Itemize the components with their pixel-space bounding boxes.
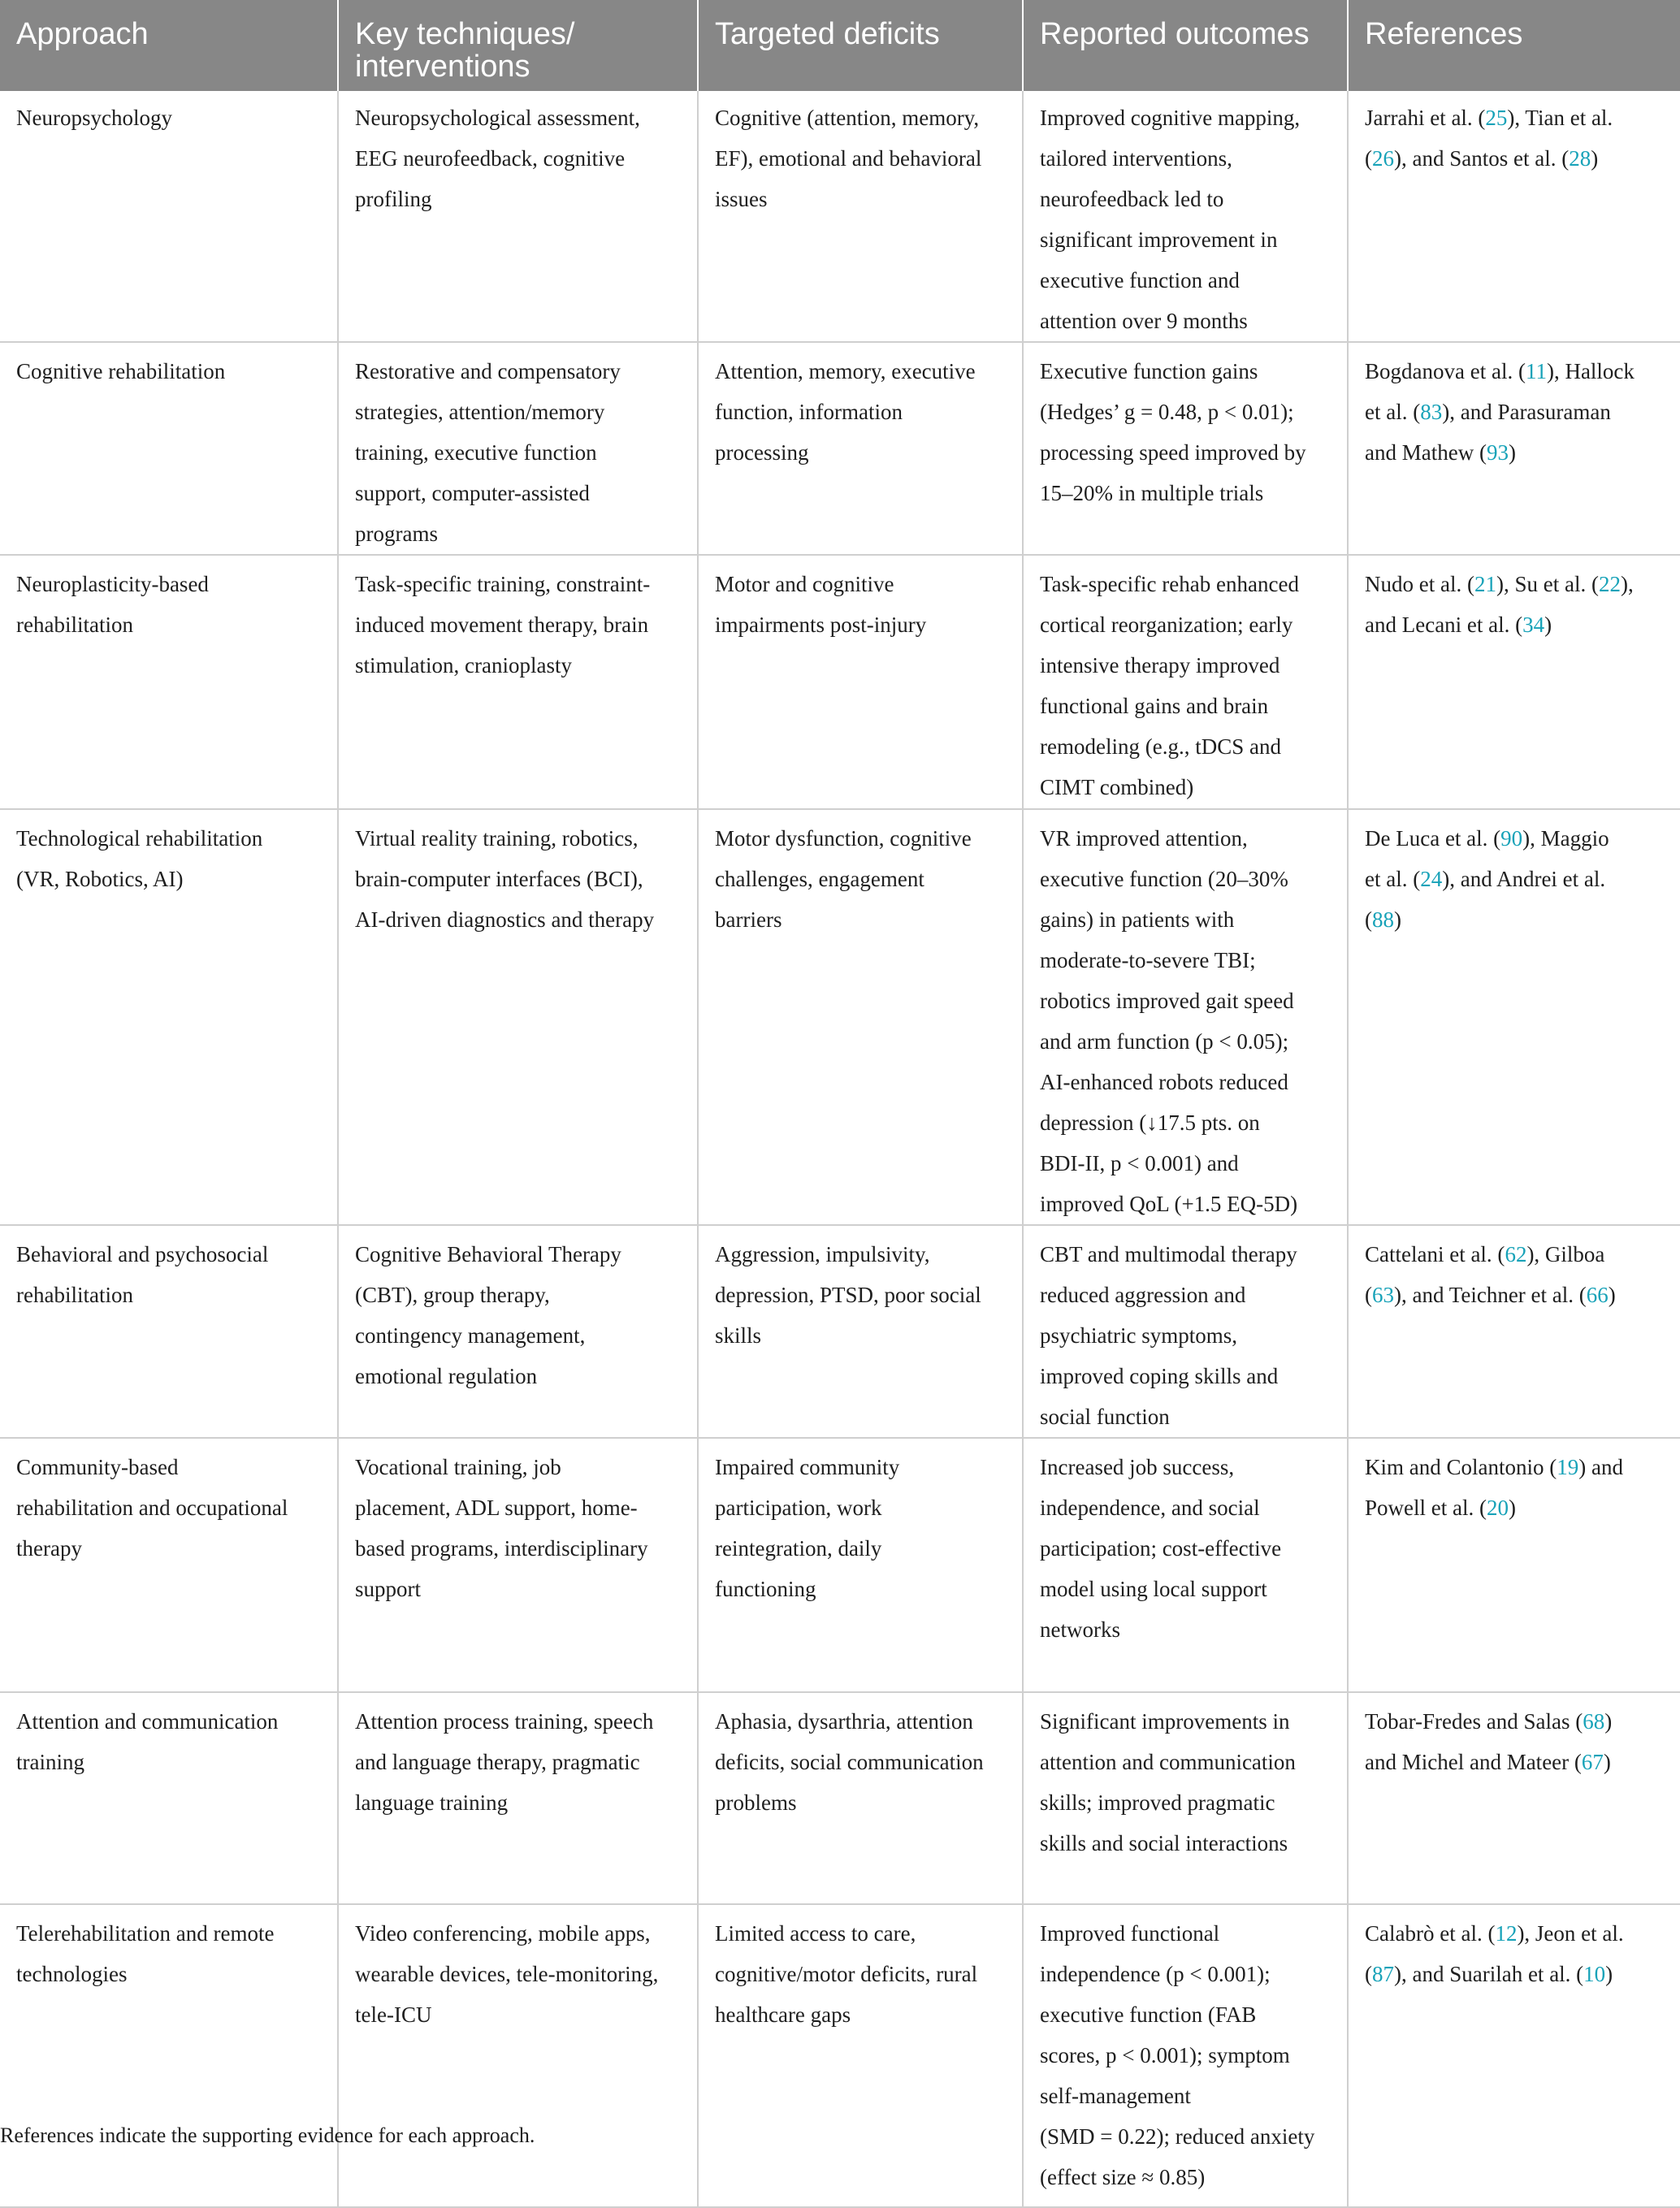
header-reported-outcomes bbox=[1023, 0, 1348, 91]
techniques-cell bbox=[338, 342, 698, 555]
techniques-cell-line: training, executive function bbox=[355, 440, 597, 465]
techniques-cell-line: stimulation, cranioplasty bbox=[355, 653, 572, 678]
references-cell bbox=[1348, 91, 1680, 342]
outcomes-cell-line: independence, and social bbox=[1040, 1496, 1260, 1520]
table-row bbox=[0, 1904, 1680, 2207]
header-targeted-deficits-text: Targeted deficits bbox=[715, 17, 940, 51]
citation-link[interactable]: 25 bbox=[1485, 106, 1508, 130]
approach-cell-line: rehabilitation and occupational bbox=[16, 1496, 288, 1520]
references-cell bbox=[1348, 1438, 1680, 1692]
header-row bbox=[0, 0, 1680, 91]
references-line bbox=[1365, 138, 1665, 179]
deficits-cell-line: Aggression, impulsivity, bbox=[715, 1242, 930, 1266]
techniques-cell-line: Virtual reality training, robotics, bbox=[355, 826, 639, 851]
reference-text: ( bbox=[1365, 907, 1372, 932]
table-row bbox=[0, 809, 1680, 1225]
citation-link[interactable]: 24 bbox=[1420, 867, 1443, 891]
reference-text: Nudo et al. ( bbox=[1365, 572, 1474, 596]
reference-text: ) bbox=[1508, 440, 1516, 465]
reference-text: Kim and Colantonio ( bbox=[1365, 1455, 1557, 1479]
techniques-cell bbox=[338, 1225, 698, 1438]
outcomes-cell bbox=[1023, 1692, 1348, 1904]
citation-link[interactable]: 10 bbox=[1583, 1962, 1606, 1986]
approach-cell bbox=[0, 1438, 338, 1692]
techniques-cell-line: and language therapy, pragmatic bbox=[355, 1750, 640, 1774]
techniques-cell-line: contingency management, bbox=[355, 1323, 586, 1348]
header-references-text: References bbox=[1365, 17, 1523, 51]
outcomes-cell-line: robotics improved gait speed bbox=[1040, 989, 1294, 1013]
approach-cell-line: (VR, Robotics, AI) bbox=[16, 867, 184, 891]
header-targeted-deficits bbox=[698, 0, 1023, 91]
citation-link[interactable]: 12 bbox=[1495, 1921, 1518, 1946]
outcomes-cell-line: remodeling (e.g., tDCS and bbox=[1040, 734, 1281, 759]
approach-cell-line: training bbox=[16, 1750, 84, 1774]
reference-text: ) bbox=[1544, 613, 1552, 637]
citation-link[interactable]: 11 bbox=[1525, 359, 1547, 383]
deficits-cell-line: Attention, memory, executive bbox=[715, 359, 976, 383]
techniques-cell-line: programs bbox=[355, 522, 438, 546]
outcomes-cell-line: reduced aggression and bbox=[1040, 1283, 1246, 1307]
outcomes-cell-line: moderate-to-severe TBI; bbox=[1040, 948, 1256, 972]
citation-link[interactable]: 62 bbox=[1505, 1242, 1527, 1266]
approach-cell-line: Community-based bbox=[16, 1455, 179, 1479]
reference-text: ), Gilboa bbox=[1526, 1242, 1605, 1266]
outcomes-cell bbox=[1023, 1225, 1348, 1438]
approach-cell bbox=[0, 91, 338, 342]
approach-cell-line: Cognitive rehabilitation bbox=[16, 359, 226, 383]
table-row bbox=[0, 1438, 1680, 1692]
citation-link[interactable]: 28 bbox=[1569, 146, 1591, 171]
reference-text: et al. ( bbox=[1365, 400, 1421, 424]
reference-text: and Michel and Mateer ( bbox=[1365, 1750, 1582, 1774]
outcomes-cell-line: Improved functional bbox=[1040, 1921, 1220, 1946]
deficits-cell-line: Motor and cognitive bbox=[715, 572, 894, 596]
reference-text: ), Maggio bbox=[1522, 826, 1609, 851]
outcomes-cell-line: cortical reorganization; early bbox=[1040, 613, 1293, 637]
references-cell bbox=[1348, 809, 1680, 1225]
outcomes-cell bbox=[1023, 809, 1348, 1225]
outcomes-cell-line: Increased job success, bbox=[1040, 1455, 1235, 1479]
references-line bbox=[1365, 1742, 1665, 1782]
approach-cell bbox=[0, 342, 338, 555]
deficits-cell bbox=[698, 1904, 1023, 2207]
citation-link[interactable]: 34 bbox=[1522, 613, 1545, 637]
techniques-cell-line: Video conferencing, mobile apps, bbox=[355, 1921, 651, 1946]
references-line bbox=[1365, 859, 1665, 899]
outcomes-cell bbox=[1023, 1904, 1348, 2207]
reference-text: ), and Andrei et al. bbox=[1442, 867, 1606, 891]
outcomes-cell-line: attention and communication bbox=[1040, 1750, 1296, 1774]
outcomes-cell-line: skills; improved pragmatic bbox=[1040, 1790, 1275, 1815]
techniques-cell-line: language training bbox=[355, 1790, 509, 1815]
techniques-cell-line: strategies, attention/memory bbox=[355, 400, 605, 424]
citation-link[interactable]: 88 bbox=[1372, 907, 1394, 932]
approach-cell-line: technologies bbox=[16, 1962, 128, 1986]
deficits-cell-line: problems bbox=[715, 1790, 797, 1815]
techniques-cell-line: support bbox=[355, 1577, 421, 1601]
outcomes-cell-line: intensive therapy improved bbox=[1040, 653, 1280, 678]
outcomes-cell-line: (effect size ≈ 0.85) bbox=[1040, 2165, 1206, 2189]
outcomes-cell-line: Improved cognitive mapping, bbox=[1040, 106, 1301, 130]
references-cell bbox=[1348, 1904, 1680, 2207]
references-line bbox=[1365, 818, 1665, 859]
deficits-cell-line: Motor dysfunction, cognitive bbox=[715, 826, 972, 851]
deficits-cell-line: Cognitive (attention, memory, bbox=[715, 106, 980, 130]
reference-text: ( bbox=[1365, 146, 1372, 171]
citation-link[interactable]: 22 bbox=[1598, 572, 1621, 596]
deficits-cell-line: impairments post-injury bbox=[715, 613, 927, 637]
techniques-cell-line: based programs, interdisciplinary bbox=[355, 1536, 648, 1561]
approach-cell-line: Neuroplasticity-based bbox=[16, 572, 209, 596]
outcomes-cell-line: social function bbox=[1040, 1405, 1170, 1429]
reference-text: Jarrahi et al. ( bbox=[1365, 106, 1486, 130]
references-line bbox=[1365, 564, 1665, 604]
deficits-cell bbox=[698, 1225, 1023, 1438]
table-row bbox=[0, 91, 1680, 342]
techniques-cell-line: support, computer-assisted bbox=[355, 481, 590, 505]
outcomes-cell-line: (SMD = 0.22); reduced anxiety bbox=[1040, 2124, 1315, 2149]
techniques-cell bbox=[338, 809, 698, 1225]
outcomes-cell-line: Significant improvements in bbox=[1040, 1709, 1290, 1734]
references-line bbox=[1365, 1447, 1665, 1487]
reference-text: ), Tian et al. bbox=[1507, 106, 1613, 130]
reference-text: ( bbox=[1365, 1283, 1372, 1307]
outcomes-cell-line: 15–20% in multiple trials bbox=[1040, 481, 1264, 505]
deficits-cell-line: reintegration, daily bbox=[715, 1536, 882, 1561]
reference-text: Tobar-Fredes and Salas ( bbox=[1365, 1709, 1583, 1734]
outcomes-cell-line: improved coping skills and bbox=[1040, 1364, 1279, 1388]
outcomes-cell-line: depression (↓17.5 pts. on bbox=[1040, 1110, 1260, 1135]
citation-link[interactable]: 90 bbox=[1500, 826, 1523, 851]
deficits-cell-line: Limited access to care, bbox=[715, 1921, 916, 1946]
reference-text: ) bbox=[1603, 1750, 1611, 1774]
table-row bbox=[0, 555, 1680, 809]
deficits-cell bbox=[698, 91, 1023, 342]
techniques-cell bbox=[338, 1692, 698, 1904]
outcomes-cell-line: attention over 9 months bbox=[1040, 309, 1248, 333]
references-line bbox=[1365, 432, 1665, 473]
outcomes-cell-line: processing speed improved by bbox=[1040, 440, 1306, 465]
approach-cell-line: rehabilitation bbox=[16, 613, 133, 637]
techniques-cell bbox=[338, 1904, 698, 2207]
reference-text: Calabrò et al. ( bbox=[1365, 1921, 1496, 1946]
table-row bbox=[0, 342, 1680, 555]
outcomes-cell-line: executive function (20–30% bbox=[1040, 867, 1288, 891]
outcomes-cell-line: BDI-II, p < 0.001) and bbox=[1040, 1151, 1239, 1175]
reference-text: ), Hallock bbox=[1546, 359, 1635, 383]
techniques-cell-line: (CBT), group therapy, bbox=[355, 1283, 550, 1307]
deficits-cell bbox=[698, 1692, 1023, 1904]
reference-text: and Lecani et al. ( bbox=[1365, 613, 1523, 637]
references-cell bbox=[1348, 342, 1680, 555]
outcomes-cell-line: functional gains and brain bbox=[1040, 694, 1269, 718]
techniques-cell-line: EEG neurofeedback, cognitive bbox=[355, 146, 626, 171]
reference-text: ), bbox=[1620, 572, 1634, 596]
citation-link[interactable]: 20 bbox=[1486, 1496, 1509, 1520]
techniques-cell bbox=[338, 555, 698, 809]
outcomes-cell bbox=[1023, 342, 1348, 555]
approach-cell-line: therapy bbox=[16, 1536, 82, 1561]
approach-cell bbox=[0, 1904, 338, 2207]
table-row bbox=[0, 1225, 1680, 1438]
deficits-cell-line: deficits, social communication bbox=[715, 1750, 984, 1774]
reference-text: De Luca et al. ( bbox=[1365, 826, 1501, 851]
techniques-cell-line: induced movement therapy, brain bbox=[355, 613, 649, 637]
approach-cell bbox=[0, 809, 338, 1225]
deficits-cell-line: healthcare gaps bbox=[715, 2002, 851, 2027]
reference-text: ), and Teichner et al. ( bbox=[1394, 1283, 1587, 1307]
references-line bbox=[1365, 604, 1665, 645]
deficits-cell bbox=[698, 1438, 1023, 1692]
deficits-cell-line: skills bbox=[715, 1323, 762, 1348]
deficits-cell-line: function, information bbox=[715, 400, 903, 424]
approach-cell-line: Behavioral and psychosocial bbox=[16, 1242, 269, 1266]
techniques-cell-line: Vocational training, job bbox=[355, 1455, 561, 1479]
citation-link[interactable]: 87 bbox=[1372, 1962, 1394, 1986]
reference-text: ) and bbox=[1578, 1455, 1623, 1479]
reference-text: ), Su et al. ( bbox=[1496, 572, 1599, 596]
techniques-cell-line: emotional regulation bbox=[355, 1364, 538, 1388]
outcomes-cell bbox=[1023, 91, 1348, 342]
header-references bbox=[1348, 0, 1680, 91]
techniques-cell-line: Attention process training, speech bbox=[355, 1709, 654, 1734]
techniques-cell-line: placement, ADL support, home- bbox=[355, 1496, 638, 1520]
reference-text: ( bbox=[1365, 1962, 1372, 1986]
outcomes-cell bbox=[1023, 1438, 1348, 1692]
references-line bbox=[1365, 1487, 1665, 1528]
references-line bbox=[1365, 899, 1665, 940]
reference-text: and Mathew ( bbox=[1365, 440, 1487, 465]
citation-link[interactable]: 67 bbox=[1581, 1750, 1604, 1774]
outcomes-cell-line: CIMT combined) bbox=[1040, 775, 1194, 799]
techniques-cell-line: Neuropsychological assessment, bbox=[355, 106, 640, 130]
header-approach-text: Approach bbox=[16, 17, 149, 51]
techniques-cell-line: tele-ICU bbox=[355, 2002, 432, 2027]
outcomes-cell-line: networks bbox=[1040, 1617, 1120, 1642]
references-cell bbox=[1348, 1225, 1680, 1438]
reference-text: ), and Santos et al. ( bbox=[1394, 146, 1570, 171]
references-line bbox=[1365, 1701, 1665, 1742]
references-line bbox=[1365, 1913, 1665, 1954]
deficits-cell-line: Aphasia, dysarthria, attention bbox=[715, 1709, 973, 1734]
references-line bbox=[1365, 392, 1665, 432]
techniques-cell-line: Cognitive Behavioral Therapy bbox=[355, 1242, 621, 1266]
outcomes-cell-line: Task-specific rehab enhanced bbox=[1040, 572, 1299, 596]
header-key-techniques bbox=[338, 0, 698, 91]
outcomes-cell-line: independence (p < 0.001); bbox=[1040, 1962, 1271, 1986]
techniques-cell-line: Restorative and compensatory bbox=[355, 359, 621, 383]
deficits-cell bbox=[698, 342, 1023, 555]
references-line bbox=[1365, 1234, 1665, 1275]
approach-cell-line: Technological rehabilitation bbox=[16, 826, 263, 851]
outcomes-cell-line: scores, p < 0.001); symptom bbox=[1040, 2043, 1290, 2067]
table-row bbox=[0, 1692, 1680, 1904]
deficits-cell-line: functioning bbox=[715, 1577, 816, 1601]
citation-link[interactable]: 63 bbox=[1372, 1283, 1394, 1307]
reference-text: ) bbox=[1508, 1496, 1516, 1520]
reference-text: ) bbox=[1394, 907, 1401, 932]
outcomes-cell-line: and arm function (p < 0.05); bbox=[1040, 1029, 1289, 1054]
citation-link[interactable]: 83 bbox=[1420, 400, 1443, 424]
approach-cell bbox=[0, 1225, 338, 1438]
citation-link[interactable]: 19 bbox=[1557, 1455, 1579, 1479]
reference-text: ) bbox=[1604, 1709, 1613, 1734]
techniques-cell-line: Task-specific training, constraint- bbox=[355, 572, 651, 596]
outcomes-cell-line: participation; cost-effective bbox=[1040, 1536, 1282, 1561]
outcomes-cell-line: CBT and multimodal therapy bbox=[1040, 1242, 1297, 1266]
approach-cell-line: Neuropsychology bbox=[16, 106, 172, 130]
reference-text: ), Jeon et al. bbox=[1517, 1921, 1624, 1946]
reference-text: ), and Suarilah et al. ( bbox=[1394, 1962, 1584, 1986]
reference-text: Bogdanova et al. ( bbox=[1365, 359, 1526, 383]
citation-link[interactable]: 66 bbox=[1586, 1283, 1609, 1307]
approach-cell bbox=[0, 1692, 338, 1904]
outcomes-cell-line: tailored interventions, bbox=[1040, 146, 1232, 171]
references-line bbox=[1365, 97, 1665, 138]
outcomes-cell-line: VR improved attention, bbox=[1040, 826, 1248, 851]
references-line bbox=[1365, 1275, 1665, 1315]
techniques-cell-line: brain-computer interfaces (BCI), bbox=[355, 867, 643, 891]
citation-link[interactable]: 21 bbox=[1474, 572, 1496, 596]
outcomes-cell-line: gains) in patients with bbox=[1040, 907, 1235, 932]
outcomes-cell-line: (Hedges’ g = 0.48, p < 0.01); bbox=[1040, 400, 1294, 424]
techniques-cell bbox=[338, 1438, 698, 1692]
outcomes-cell-line: psychiatric symptoms, bbox=[1040, 1323, 1237, 1348]
approach-cell-line: Telerehabilitation and remote bbox=[16, 1921, 275, 1946]
outcomes-cell-line: skills and social interactions bbox=[1040, 1831, 1288, 1855]
techniques-cell-line: profiling bbox=[355, 187, 432, 211]
techniques-cell bbox=[338, 91, 698, 342]
outcomes-cell-line: executive function (FAB bbox=[1040, 2002, 1257, 2027]
outcomes-cell-line: significant improvement in bbox=[1040, 227, 1278, 252]
header-key-techniques-line-2: interventions bbox=[355, 50, 530, 84]
deficits-cell-line: participation, work bbox=[715, 1496, 882, 1520]
citation-link[interactable]: 26 bbox=[1372, 146, 1394, 171]
references-cell bbox=[1348, 555, 1680, 809]
deficits-cell-line: challenges, engagement bbox=[715, 867, 924, 891]
deficits-cell-line: Impaired community bbox=[715, 1455, 900, 1479]
citation-link[interactable]: 68 bbox=[1583, 1709, 1605, 1734]
approach-cell bbox=[0, 555, 338, 809]
deficits-cell-line: EF), emotional and behavioral bbox=[715, 146, 982, 171]
references-line bbox=[1365, 351, 1665, 392]
approach-cell-line: Attention and communication bbox=[16, 1709, 279, 1734]
outcomes-cell-line: neurofeedback led to bbox=[1040, 187, 1224, 211]
header-approach bbox=[0, 0, 338, 91]
outcomes-cell-line: improved QoL (+1.5 EQ-5D) bbox=[1040, 1192, 1298, 1216]
reference-text: ) bbox=[1591, 146, 1599, 171]
techniques-cell-line: wearable devices, tele-monitoring, bbox=[355, 1962, 659, 1986]
reference-text: ) bbox=[1605, 1962, 1613, 1986]
citation-link[interactable]: 93 bbox=[1486, 440, 1509, 465]
deficits-cell-line: issues bbox=[715, 187, 768, 211]
outcomes-cell-line: model using local support bbox=[1040, 1577, 1267, 1601]
deficits-cell bbox=[698, 809, 1023, 1225]
outcomes-cell-line: self-management bbox=[1040, 2084, 1191, 2108]
outcomes-cell-line: AI-enhanced robots reduced bbox=[1040, 1070, 1288, 1094]
table-footnote: References indicate the supporting evidence for each approach. bbox=[0, 2124, 535, 2147]
approach-cell-line: rehabilitation bbox=[16, 1283, 133, 1307]
reference-text: ), and Parasuraman bbox=[1442, 400, 1611, 424]
reference-text: ) bbox=[1608, 1283, 1616, 1307]
deficits-cell bbox=[698, 555, 1023, 809]
header-key-techniques-line-1: Key techniques/ bbox=[355, 17, 575, 51]
deficits-cell-line: cognitive/motor deficits, rural bbox=[715, 1962, 978, 1986]
deficits-cell-line: barriers bbox=[715, 907, 782, 932]
outcomes-cell-line: Executive function gains bbox=[1040, 359, 1258, 383]
references-line bbox=[1365, 1954, 1665, 1994]
techniques-cell-line: AI-driven diagnostics and therapy bbox=[355, 907, 655, 932]
header-reported-outcomes-text: Reported outcomes bbox=[1040, 17, 1310, 51]
reference-text: et al. ( bbox=[1365, 867, 1421, 891]
reference-text: Powell et al. ( bbox=[1365, 1496, 1487, 1520]
outcomes-cell-line: executive function and bbox=[1040, 268, 1240, 292]
table-body bbox=[0, 91, 1680, 2207]
references-cell bbox=[1348, 1692, 1680, 1904]
deficits-cell-line: depression, PTSD, poor social bbox=[715, 1283, 981, 1307]
deficits-cell-line: processing bbox=[715, 440, 809, 465]
reference-text: Cattelani et al. ( bbox=[1365, 1242, 1505, 1266]
outcomes-cell bbox=[1023, 555, 1348, 809]
